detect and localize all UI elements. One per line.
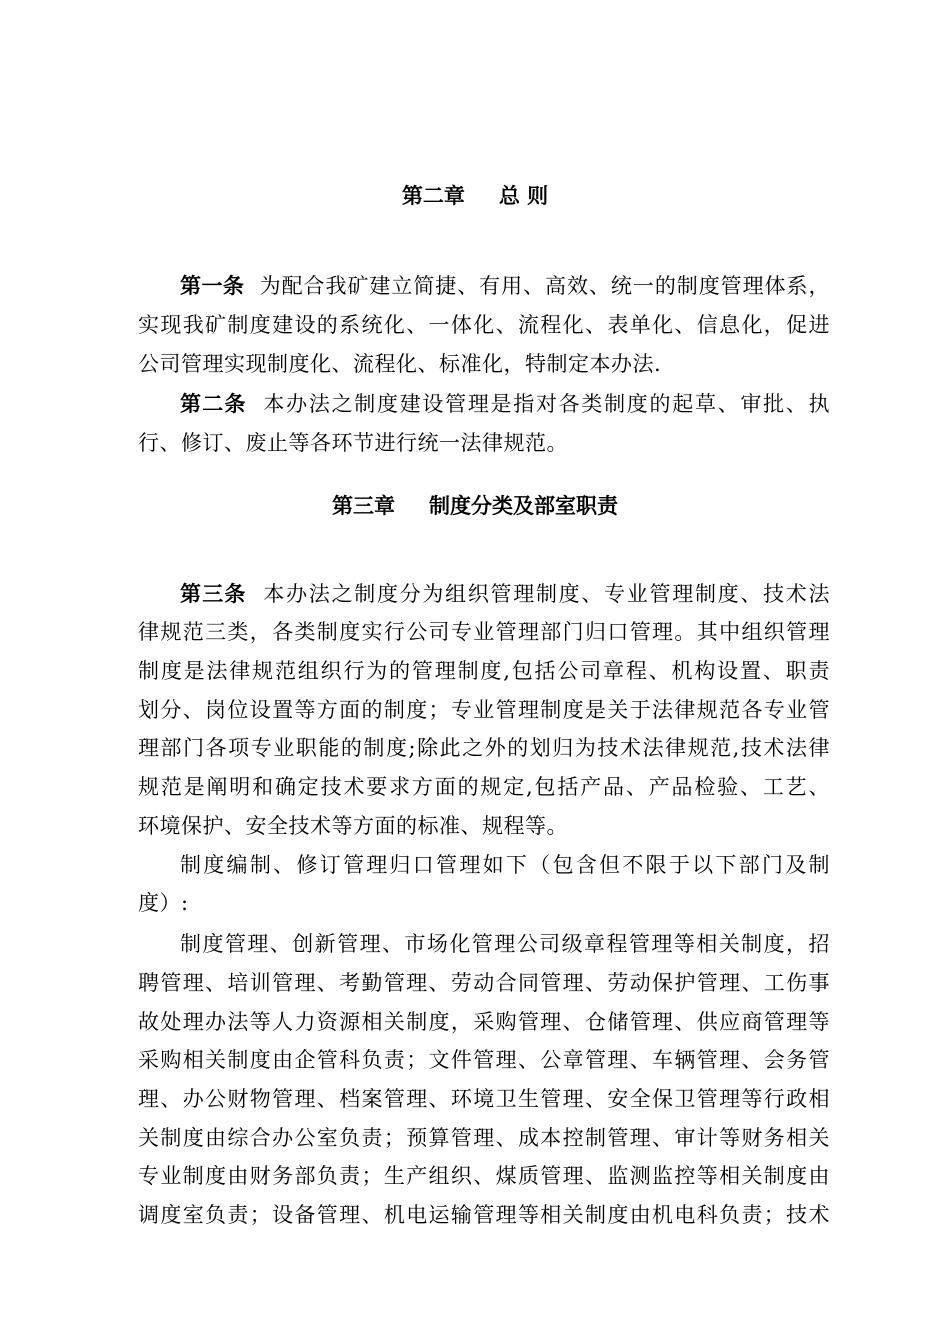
article-1-line-1 <box>180 272 830 300</box>
article-2-line-1 <box>180 390 830 418</box>
chapter-2-title: 总 则 <box>498 184 549 208</box>
paragraph-2-line-5: 理、办公财物管理、档案管理、环境卫生管理、安全保卫管理等行政相 <box>138 1087 830 1111</box>
paragraph-2-line-1: 制度管理、创新管理、市场化管理公司级章程管理等相关制度，招 <box>180 932 830 956</box>
article-3-text-1: 本办法之制度分为组织管理制度、专业管理制度、技术法 <box>263 582 831 606</box>
paragraph-2-line-2: 聘管理、培训管理、考勤管理、劳动合同管理、劳动保护管理、工伤事 <box>138 971 830 995</box>
paragraph-1-line-1: 制度编制、修订管理归口管理如下（包含但不限于以下部门及制 <box>180 853 830 877</box>
chapter-2-heading <box>0 182 950 210</box>
article-3-line-7: 环境保护、安全技术等方面的标准、规程等。 <box>138 814 568 838</box>
chapter-3-title: 制度分类及部室职责 <box>429 494 618 518</box>
article-2-label: 第二条 <box>180 392 247 416</box>
paragraph-2-line-3: 故处理办法等人力资源相关制度，采购管理、仓储管理、供应商管理等 <box>138 1010 830 1034</box>
article-3-line-6: 规范是阐明和确定技术要求方面的规定,包括产品、产品检验、工艺、 <box>138 775 830 799</box>
article-1-label: 第一条 <box>180 274 245 298</box>
paragraph-2-line-8: 调度室负责；设备管理、机电运输管理等相关制度由机电科负责；技术 <box>138 1203 830 1227</box>
article-2-text-1: 本办法之制度建设管理是指对各类制度的起草、审批、执 <box>263 392 831 416</box>
article-3-line-5: 理部门各项专业职能的制度;除此之外的划归为技术法律规范,技术法律 <box>138 736 830 760</box>
article-2-line-2: 行、修订、废止等各环节进行统一法律规范。 <box>138 431 568 455</box>
paragraph-1-line-2: 度）: <box>138 891 189 915</box>
article-1-line-2: 实现我矿制度建设的系统化、一体化、流程化、表单化、信息化，促进 <box>138 313 830 337</box>
chapter-2-number: 第二章 <box>401 184 465 208</box>
article-1-text-1: 为配合我矿建立简捷、有用、高效、统一的制度管理体系， <box>259 274 831 298</box>
article-1-line-3: 公司管理实现制度化、流程化、标准化，特制定本办法. <box>138 352 662 376</box>
paragraph-2-line-4: 采购相关制度由企管科负责；文件管理、公章管理、车辆管理、会务管 <box>138 1048 830 1072</box>
article-3-line-1 <box>180 580 830 608</box>
paragraph-2-line-6: 关制度由综合办公室负责；预算管理、成本控制管理、审计等财务相关 <box>138 1126 830 1150</box>
article-3-line-2: 律规范三类，各类制度实行公司专业管理部门归口管理。其中组织管理 <box>138 620 830 644</box>
chapter-3-heading <box>0 492 950 520</box>
article-3-label: 第三条 <box>180 582 247 606</box>
paragraph-2-line-7: 专业制度由财务部负责；生产组织、煤质管理、监测监控等相关制度由 <box>138 1164 830 1188</box>
article-3-line-3: 制度是法律规范组织行为的管理制度,包括公司章程、机构设置、职责 <box>138 659 830 683</box>
chapter-3-number: 第三章 <box>332 494 395 518</box>
article-3-line-4: 划分、岗位设置等方面的制度；专业管理制度是关于法律规范各专业管 <box>138 698 830 722</box>
